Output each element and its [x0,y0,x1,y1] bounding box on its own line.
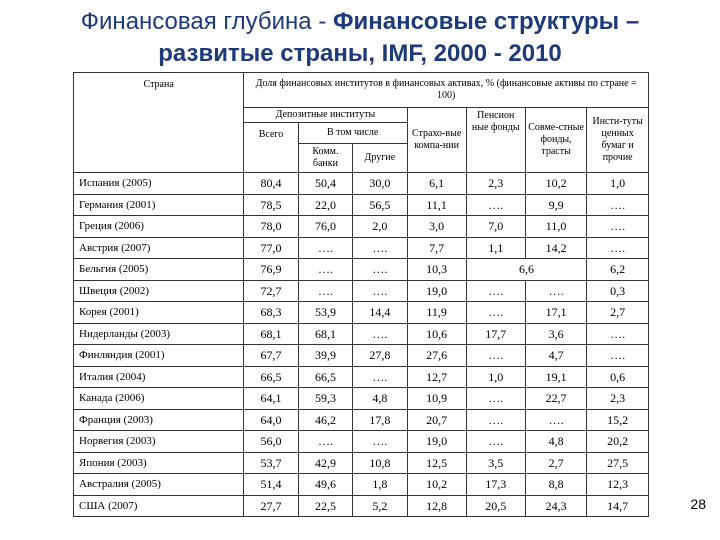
pension-mutual-merged-cell: 6,6 [466,259,587,281]
banks-cell: 53,9 [298,302,352,324]
pension-cell: 20,5 [466,495,525,517]
other-cell: …. [353,237,407,259]
header-pension: Пенсион ные фонды [466,108,525,173]
mutual-cell: 17,1 [525,302,587,324]
total-cell: 64,0 [244,409,298,431]
table-row [74,302,649,324]
pension-cell: 2,3 [466,173,525,195]
other-cell: 2,0 [353,216,407,238]
title-prefix: Финансовая глубина - [80,8,333,35]
header-country: Страна [74,73,244,173]
country-cell: Австралия (2005) [74,474,244,496]
insurance-cell: 7,7 [407,237,466,259]
page-number: 28 [690,496,706,512]
securities-cell: 27,5 [587,452,649,474]
other-cell: 14,4 [353,302,407,324]
securities-cell: 1,0 [587,173,649,195]
country-cell: Канада (2006) [74,388,244,410]
insurance-cell: 10,9 [407,388,466,410]
table-row [74,194,649,216]
other-cell: …. [353,431,407,453]
pension-cell: 1,0 [466,366,525,388]
mutual-cell: 14,2 [525,237,587,259]
total-cell: 51,4 [244,474,298,496]
other-cell: 30,0 [353,173,407,195]
other-cell: 5,2 [353,495,407,517]
country-cell: Австрия (2007) [74,237,244,259]
header-total: Всего [244,123,298,173]
total-cell: 77,0 [244,237,298,259]
banks-cell: 49,6 [298,474,352,496]
banks-cell: 68,1 [298,323,352,345]
banks-cell: 22,5 [298,495,352,517]
total-cell: 66,5 [244,366,298,388]
country-cell: Япония (2003) [74,452,244,474]
securities-cell: …. [587,237,649,259]
table-row [74,495,649,517]
insurance-cell: 10,2 [407,474,466,496]
title-bold: Финансовые структуры – [332,8,640,35]
table-row [74,280,649,302]
other-cell: 1,8 [353,474,407,496]
mutual-cell: 3,6 [525,323,587,345]
slide-title-line-2 [0,40,720,68]
country-cell: Норвегия (2003) [74,431,244,453]
other-cell: …. [353,280,407,302]
pension-cell: 1,1 [466,237,525,259]
country-cell: Франция (2003) [74,409,244,431]
insurance-cell: 10,6 [407,323,466,345]
country-cell: Корея (2001) [74,302,244,324]
other-cell: 56,5 [353,194,407,216]
pension-cell: …. [466,194,525,216]
securities-cell: 2,7 [587,302,649,324]
securities-cell: 0,6 [587,366,649,388]
banks-cell: …. [298,280,352,302]
country-cell: США (2007) [74,495,244,517]
table-row [74,452,649,474]
country-cell: Испания (2005) [74,173,244,195]
country-cell: Греция (2006) [74,216,244,238]
other-cell: 4,8 [353,388,407,410]
insurance-cell: 19,0 [407,280,466,302]
header-insurance: Страхо-вые компа-нии [407,108,466,173]
table-row [74,237,649,259]
banks-cell: 76,0 [298,216,352,238]
header-securities: Инсти-туты ценных бумаг и прочие [587,108,649,173]
securities-cell: …. [587,323,649,345]
total-cell: 78,0 [244,216,298,238]
header-other: Другие [353,144,407,173]
other-cell: …. [353,366,407,388]
table-row [74,173,649,195]
insurance-cell: 12,5 [407,452,466,474]
country-cell: Финляндия (2001) [74,345,244,367]
total-cell: 76,9 [244,259,298,281]
insurance-cell: 6,1 [407,173,466,195]
pension-cell: 17,3 [466,474,525,496]
table-row [74,474,649,496]
table-row [74,323,649,345]
securities-cell: 6,2 [587,259,649,281]
banks-cell: 50,4 [298,173,352,195]
country-cell: Германия (2001) [74,194,244,216]
securities-cell: …. [587,194,649,216]
country-cell: Италия (2004) [74,366,244,388]
banks-cell: 22,0 [298,194,352,216]
pension-cell: …. [466,302,525,324]
mutual-cell: 4,8 [525,431,587,453]
banks-cell: 59,3 [298,388,352,410]
insurance-cell: 10,3 [407,259,466,281]
insurance-cell: 3,0 [407,216,466,238]
total-cell: 67,7 [244,345,298,367]
insurance-cell: 12,8 [407,495,466,517]
total-cell: 64,1 [244,388,298,410]
table-row [74,388,649,410]
insurance-cell: 11,9 [407,302,466,324]
mutual-cell: 9,9 [525,194,587,216]
securities-cell: 0,3 [587,280,649,302]
banks-cell: …. [298,259,352,281]
mutual-cell: 2,7 [525,452,587,474]
financial-structure-table [73,72,649,517]
securities-cell: …. [587,216,649,238]
table-row [74,431,649,453]
banks-cell: 39,9 [298,345,352,367]
slide-title-line-1 [0,8,720,36]
banks-cell: 42,9 [298,452,352,474]
insurance-cell: 19,0 [407,431,466,453]
other-cell: …. [353,323,407,345]
total-cell: 56,0 [244,431,298,453]
securities-cell: 2,3 [587,388,649,410]
total-cell: 78,5 [244,194,298,216]
mutual-cell: 4,7 [525,345,587,367]
total-cell: 68,3 [244,302,298,324]
other-cell: 27,8 [353,345,407,367]
table-row [74,345,649,367]
pension-cell: …. [466,409,525,431]
title-line-2-text: развитые страны, IMF, 2000 - 2010 [158,40,562,67]
total-cell: 80,4 [244,173,298,195]
securities-cell: 12,3 [587,474,649,496]
mutual-cell: 10,2 [525,173,587,195]
pension-cell: …. [466,345,525,367]
pension-cell: …. [466,388,525,410]
securities-cell: 20,2 [587,431,649,453]
country-cell: Нидерланды (2003) [74,323,244,345]
header-including: В том числе [298,123,407,144]
mutual-cell: 11,0 [525,216,587,238]
securities-cell: 15,2 [587,409,649,431]
country-cell: Бельгия (2005) [74,259,244,281]
total-cell: 53,7 [244,452,298,474]
mutual-cell: …. [525,280,587,302]
banks-cell: 46,2 [298,409,352,431]
pension-cell: 3,5 [466,452,525,474]
total-cell: 27,7 [244,495,298,517]
total-cell: 68,1 [244,323,298,345]
table-row [74,409,649,431]
banks-cell: 66,5 [298,366,352,388]
mutual-cell: 8,8 [525,474,587,496]
header-mutual-funds: Совме-стные фонды, трасты [525,108,587,173]
securities-cell: …. [587,345,649,367]
table-row [74,366,649,388]
securities-cell: 14,7 [587,495,649,517]
country-cell: Швеция (2002) [74,280,244,302]
mutual-cell: 24,3 [525,495,587,517]
insurance-cell: 11,1 [407,194,466,216]
table-row [74,216,649,238]
insurance-cell: 20,7 [407,409,466,431]
header-commercial-banks: Комм. банки [298,144,352,173]
insurance-cell: 27,6 [407,345,466,367]
pension-cell: 7,0 [466,216,525,238]
other-cell: …. [353,259,407,281]
banks-cell: …. [298,431,352,453]
pension-cell: …. [466,280,525,302]
pension-cell: 17,7 [466,323,525,345]
total-cell: 72,7 [244,280,298,302]
mutual-cell: …. [525,409,587,431]
header-deposit-institutions: Депозитные институты [244,108,407,123]
header-share: Доля финансовых институтов в финансовых активах, % (финансовые активы по стране = 100) [244,73,649,108]
mutual-cell: 19,1 [525,366,587,388]
banks-cell: …. [298,237,352,259]
table-row [74,259,649,281]
other-cell: 10,8 [353,452,407,474]
pension-cell: …. [466,431,525,453]
mutual-cell: 22,7 [525,388,587,410]
other-cell: 17,8 [353,409,407,431]
insurance-cell: 12,7 [407,366,466,388]
